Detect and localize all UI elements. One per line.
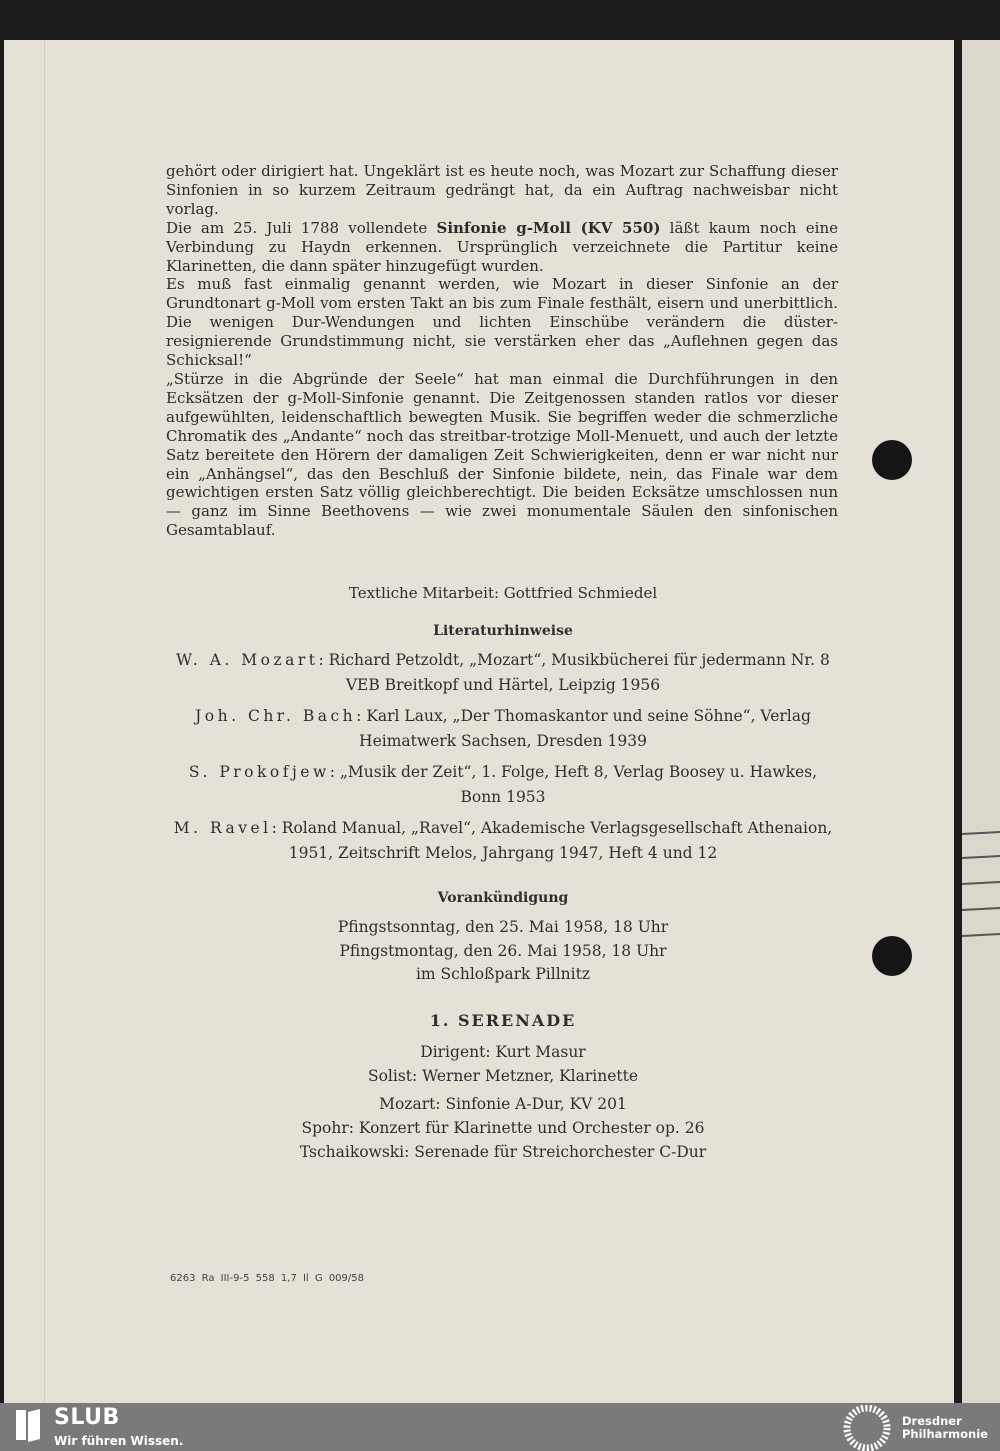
announcement-heading: Vorankündigung	[437, 890, 569, 906]
reference-text: : Richard Petzoldt, „Mozart“, Musikbücherei für jedermann Nr. 8	[318, 651, 830, 669]
reference-text: : Karl Laux, „Der Thomaskantor und seine Söhne“, Verlag	[356, 707, 811, 725]
next-page-edge	[962, 40, 1000, 1403]
literature-entry	[160, 760, 846, 810]
paragraph: „Stürze in die Abgründe der Seele“ hat man einmal die Durchführungen in den Ecksätzen der g-Moll-Sinfonie genannt. Die Zeitgenossen standen ratlos vor dieser aufgewühlten, leidenschaftlich bewegten Musik. Sie begriffen weder die schmerzliche Chromatik des „Andante“ noch das streitbar-trotzige Moll-Menuett, und auch der letzte Satz bereitete den Hörern der damaligen Zeit Schwierigkeiten, denn er war nicht nur ein „Anhängsel“, das den Beschluß der Sinfonie bildete, nein, das Finale war dem gewichtigen ersten Satz völlig gleichberechtigt. Die beiden Ecksätze umschlossen nun — ganz im Sinne Beethovens — wie zwei monumentale Säulen den sinfonischen Gesamtablauf.	[166, 369, 838, 540]
footer-bar	[0, 1403, 1000, 1451]
literature-line: VEB Breitkopf und Härtel, Leipzig 1956	[345, 676, 661, 694]
slub-name[interactable]: SLUB	[54, 1405, 120, 1430]
literature-line: Bonn 1953	[460, 788, 546, 806]
date-line: Pfingstsonntag, den 25. Mai 1958, 18 Uhr	[337, 918, 669, 936]
article-text	[166, 162, 838, 540]
book-logo-icon[interactable]	[14, 1408, 42, 1442]
composer-name: Joh. Chr. Bach	[195, 707, 357, 725]
fold-line	[44, 40, 45, 1403]
text-run: Die am 25. Juli 1788 vollendete	[166, 218, 437, 237]
literature-entry	[160, 648, 846, 698]
starburst-logo-icon[interactable]	[842, 1405, 892, 1451]
punch-hole-bottom	[872, 936, 912, 976]
announcement-dates	[160, 916, 846, 987]
performers	[160, 1040, 846, 1088]
text-run: läßt kaum noch eine Verbindung zu Haydn erkennen. Ursprünglich verzeichnete die Partitur keine Klarinetten, die dann später hinzugefügt wurden.	[166, 218, 839, 275]
composer-name: S. Prokofjew	[188, 763, 330, 781]
partner-name-line: Philharmonie	[902, 1427, 988, 1441]
reference-text: : „Musik der Zeit“, 1. Folge, Heft 8, Verlag Boosey u. Hawkes,	[329, 763, 818, 781]
literature-line	[160, 704, 846, 729]
print-code: 6263 Ra III-9-5 558 1,7 Il G 009/58	[170, 1273, 364, 1284]
conductor-line: Dirigent: Kurt Masur	[420, 1043, 586, 1061]
literature-line	[160, 648, 846, 673]
program-list	[160, 1092, 846, 1164]
venue-line: im Schloßpark Pillnitz	[415, 965, 591, 983]
punch-hole-top	[872, 440, 912, 480]
program-item: Mozart: Sinfonie A-Dur, KV 201	[379, 1095, 627, 1113]
literature-line: Heimatwerk Sachsen, Dresden 1939	[359, 732, 647, 750]
literature-entry	[160, 816, 846, 866]
literature-line	[160, 816, 846, 841]
literature-line: 1951, Zeitschrift Melos, Jahrgang 1947, Heft 4 und 12	[288, 844, 718, 862]
paragraph: gehört oder dirigiert hat. Ungeklärt ist es heute noch, was Mozart zur Schaffung dieser Sinfonien in so kurzem Zeitraum gedrängt hat, da ein Auftrag nachweisbar nicht vorlag.	[166, 162, 838, 218]
literature-line	[160, 760, 846, 785]
bold-title: Sinfonie g-Moll (KV 550)	[436, 218, 661, 237]
partner-name-line: Dresdner	[902, 1414, 962, 1428]
serenade-title: 1. SERENADE	[429, 1011, 577, 1030]
reference-text: : Roland Manual, „Ravel“, Akademische Verlagsgesellschaft Athenaion,	[271, 819, 833, 837]
literature-entry	[160, 704, 846, 754]
paragraph: Es muß fast einmalig genannt werden, wie Mozart in dieser Sinfonie an der Grundtonart g-Moll vom ersten Takt an bis zum Finale festhält, eisern und unerbittlich. Die wenigen Dur-Wendungen und lichten Einschübe verändern die düster-resignierende Grundstimmung nicht, sie verstärken eher das „Auflehnen gegen das Schicksal!“	[166, 275, 838, 370]
date-line: Pfingstmontag, den 26. Mai 1958, 18 Uhr	[339, 941, 667, 960]
soloist-line: Solist: Werner Metzner, Klarinette	[367, 1067, 639, 1085]
program-item: Tschaikowski: Serenade für Streichorchester C-Dur	[299, 1143, 707, 1161]
program-item: Spohr: Konzert für Klarinette und Orchester op. 26	[301, 1119, 705, 1137]
slub-slogan: Wir führen Wissen.	[54, 1434, 184, 1448]
composer-name: M. Ravel	[173, 819, 272, 837]
paragraph-symphony	[166, 219, 838, 276]
literature-heading: Literaturhinweise	[433, 623, 573, 639]
composer-name: W. A. Mozart	[176, 651, 319, 669]
partner-name[interactable]	[902, 1415, 988, 1441]
text-credit: Textliche Mitarbeit: Gottfried Schmiedel	[348, 584, 658, 602]
